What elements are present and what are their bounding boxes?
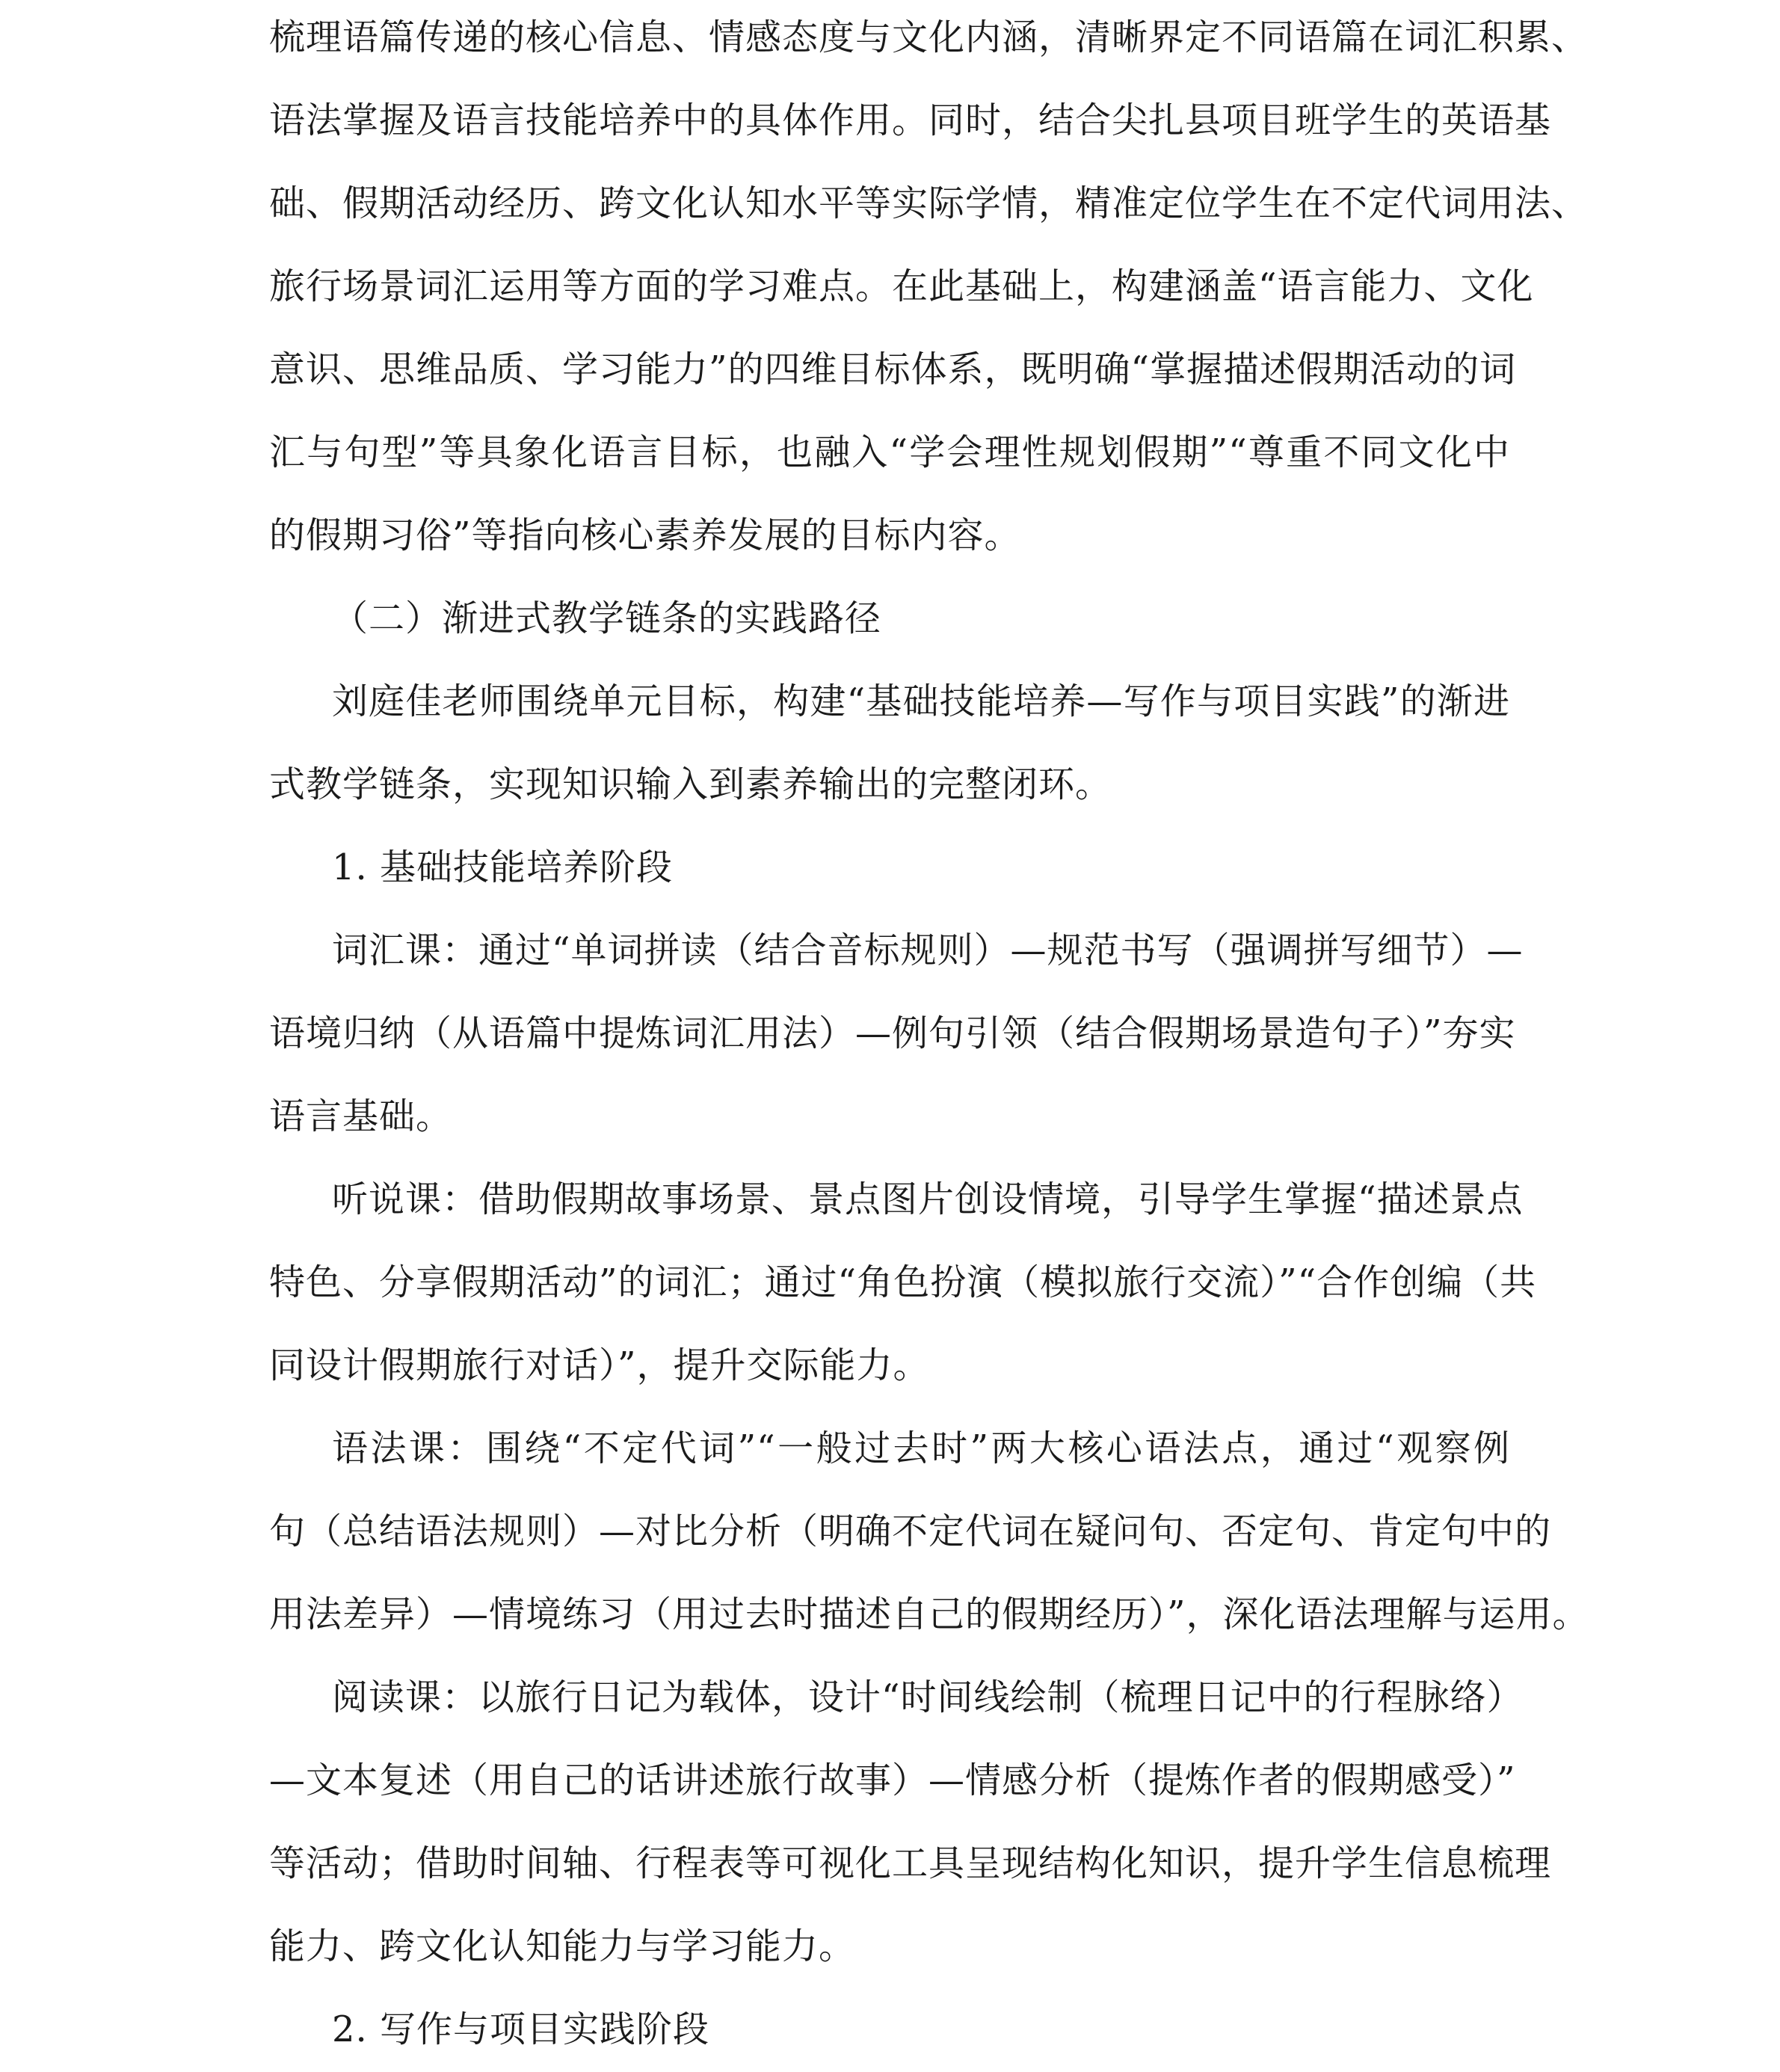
text-line: 旅行场景词汇运用等方面的学习难点。在此基础上，构建涵盖“语言能力、文化 — [269, 265, 1534, 307]
text-line: 语境归纳（从语篇中提炼词汇用法）—例句引领（结合假期场景造句子）”夯实 — [269, 1012, 1516, 1054]
text-line: 梳理语篇传递的核心信息、情感态度与文化内涵，清晰界定不同语篇在词汇积累、 — [269, 16, 1589, 58]
text-line: 句（总结语法规则）—对比分析（明确不定代词在疑问句、否定句、肯定句中的 — [269, 1510, 1552, 1552]
text-line: 语法课：围绕“不定代词”“一般过去时”两大核心语法点，通过“观察例 — [332, 1427, 1510, 1469]
text-line: 语法掌握及语言技能培养中的具体作用。同时，结合尖扎县项目班学生的英语基 — [269, 99, 1552, 141]
text-line: —文本复述（用自己的话讲述旅行故事）—情感分析（提炼作者的假期感受）” — [269, 1759, 1516, 1801]
text-line: 汇与句型”等具象化语言目标，也融入“学会理性规划假期”“尊重不同文化中 — [269, 431, 1510, 473]
text-line: 意识、思维品质、学习能力”的四维目标体系，既明确“掌握描述假期活动的词 — [269, 348, 1517, 390]
text-line: 特色、分享假期活动”的词汇；通过“角色扮演（模拟旅行交流）”“合作创编（共 — [269, 1261, 1537, 1303]
text-line: 同设计假期旅行对话）”，提升交际能力。 — [269, 1344, 930, 1386]
text-line: 能力、跨文化认知能力与学习能力。 — [269, 1925, 856, 1967]
subheading-basic-skills: 1. 基础技能培养阶段 — [332, 846, 674, 888]
text-line: 词汇课：通过“单词拼读（结合音标规则）—规范书写（强调拼写细节）— — [332, 929, 1524, 971]
text-line: 刘庭佳老师围绕单元目标，构建“基础技能培养—写作与项目实践”的渐进 — [332, 680, 1510, 722]
text-line: 的假期习俗”等指向核心素养发展的目标内容。 — [269, 514, 1021, 556]
text-line: 式教学链条，实现知识输入到素养输出的完整闭环。 — [269, 763, 1112, 805]
text-line: 用法差异）—情境练习（用过去时描述自己的假期经历）”，深化语法理解与运用。 — [269, 1593, 1589, 1635]
subheading-writing-project: 2. 写作与项目实践阶段 — [332, 2008, 710, 2050]
text-line: 语言基础。 — [269, 1095, 453, 1137]
text-line: 等活动；借助时间轴、行程表等可视化工具呈现结构化知识，提升学生信息梳理 — [269, 1842, 1552, 1884]
text-line: 阅读课：以旅行日记为载体，设计“时间线绘制（梳理日记中的行程脉络） — [332, 1676, 1524, 1718]
text-line: 听说课：借助假期故事场景、景点图片创设情境，引导学生掌握“描述景点 — [332, 1178, 1524, 1220]
section-heading: （二）渐进式教学链条的实践路径 — [332, 597, 882, 639]
text-line: 础、假期活动经历、跨文化认知水平等实际学情，精准定位学生在不定代词用法、 — [269, 182, 1589, 224]
